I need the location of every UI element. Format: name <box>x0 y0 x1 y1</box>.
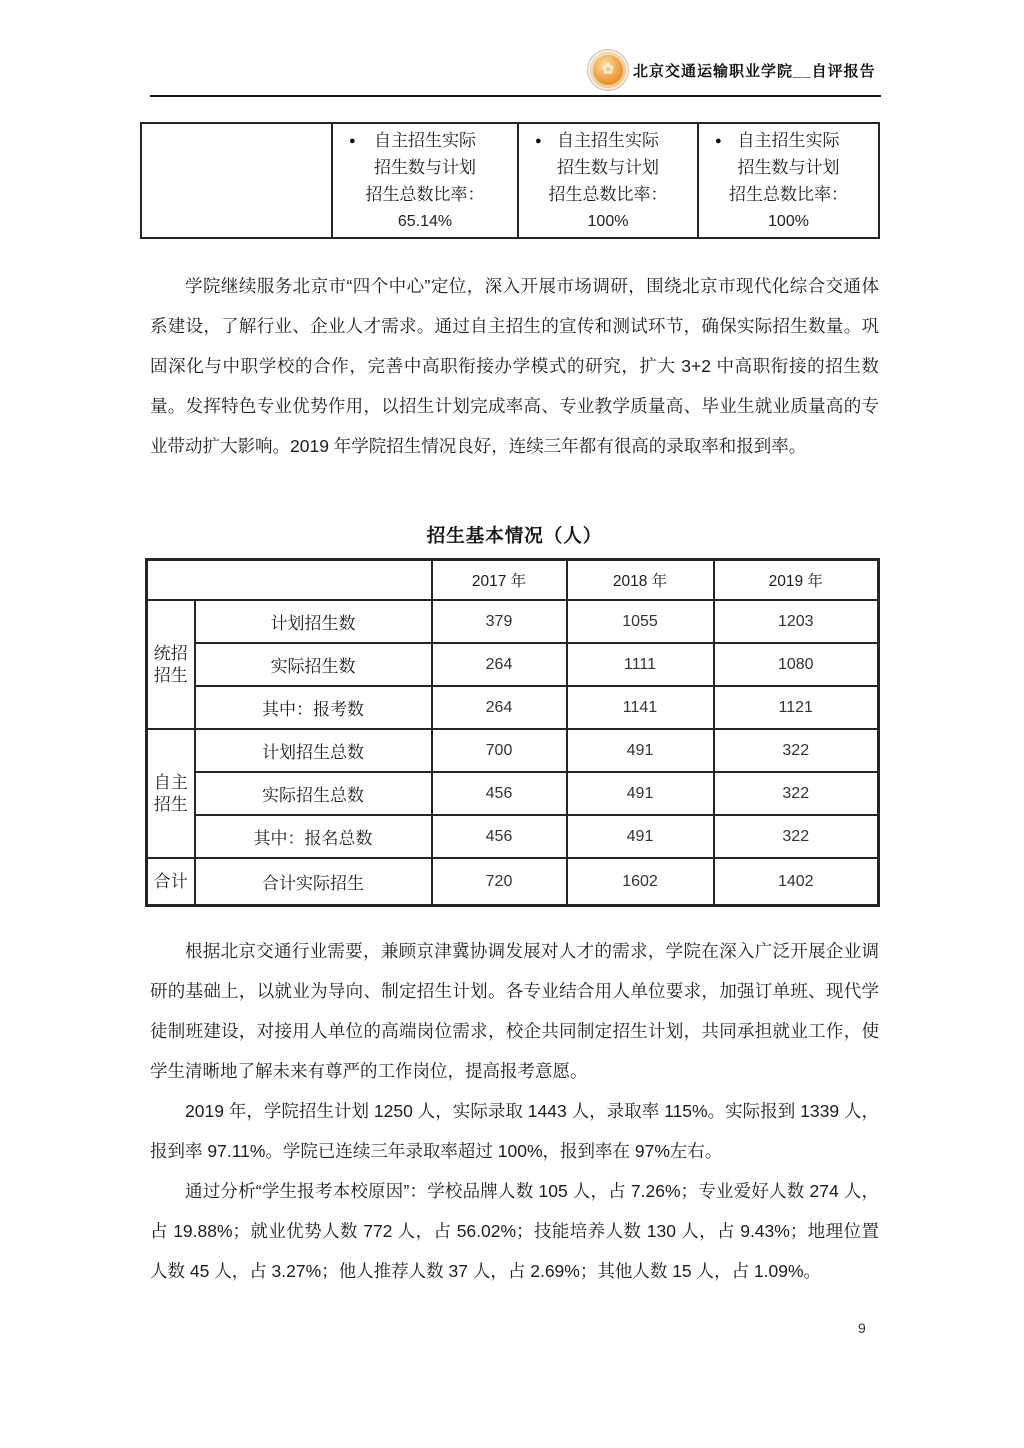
page-number: 9 <box>858 1320 866 1336</box>
value-cell: 322 <box>714 815 879 858</box>
header-title: 北京交通运输职业学院__自评报告 <box>633 62 876 80</box>
ratio-cell-2018 <box>518 123 698 238</box>
value-cell: 1121 <box>714 686 879 729</box>
paragraph: 根据北京交通行业需要，兼顾京津冀协调发展对人才的需求，学院在深入广泛开展企业调研的基础上，以就业为导向、制定招生计划。各专业结合用人单位要求，加强订单班、现代学徒制班建设，对接用人单位的高端岗位需求，校企共同制定招生计划，共同承担就业工作，使学生清晰地了解未来有尊严的工作岗位，提高报考意愿。 <box>150 941 879 1081</box>
value-cell: 322 <box>714 729 879 772</box>
ratio-label-line: 招生总数比率： <box>365 185 485 204</box>
value-cell: 1402 <box>714 858 879 906</box>
ratio-label-line: 招生数与计划 <box>374 158 476 177</box>
table-header-row <box>147 560 879 601</box>
empty-header-cell <box>147 560 432 601</box>
year-header: 2019 年 <box>714 560 879 601</box>
row-label: 其中：报名总数 <box>195 815 432 858</box>
value-cell: 1203 <box>714 600 879 643</box>
value-cell: 1055 <box>567 600 714 643</box>
admission-table-title: 招生基本情况（人） <box>426 525 603 546</box>
table-row <box>147 643 879 686</box>
ratio-value: 65.14% <box>397 213 453 230</box>
page-header <box>590 52 876 88</box>
value-cell: 322 <box>714 772 879 815</box>
value-cell: 720 <box>432 858 567 906</box>
value-cell: 456 <box>432 815 567 858</box>
group-label-heji: 合计 <box>147 858 195 906</box>
table-row <box>147 772 879 815</box>
value-cell: 491 <box>567 772 714 815</box>
year-header: 2017 年 <box>432 560 567 601</box>
row-label: 合计实际招生 <box>195 858 432 906</box>
carryover-ratio-table <box>140 122 880 239</box>
admission-table <box>145 558 880 907</box>
value-cell: 1111 <box>567 643 714 686</box>
paragraph: 学院继续服务北京市“四个中心”定位，深入开展市场调研，围绕北京市现代化综合交通体系建设，了解行业、企业人才需求。通过自主招生的宣传和测试环节，确保实际招生数量。巩固深化与中职学校的合作，完善中高职衔接办学模式的研究，扩大 3+2 中高职衔接的招生数量。发挥特色专业优势作用，以招生计划完成率高、专业教学质量高、毕业生就业质量高的专业带动扩大影响。2019 年学院招生情况良好，连续三年都有很高的录取率和报到率。 <box>150 276 879 456</box>
ratio-label-line: 自主招生实际 <box>374 131 476 150</box>
table-total-row <box>147 858 879 906</box>
row-label: 实际招生数 <box>195 643 432 686</box>
row-label: 计划招生数 <box>195 600 432 643</box>
seal-flower-icon: ✿ <box>601 61 615 79</box>
header-divider <box>150 95 881 97</box>
table-row <box>147 686 879 729</box>
table-row <box>147 600 879 643</box>
body-paragraph-block-2 <box>150 931 879 1291</box>
value-cell: 379 <box>432 600 567 643</box>
bullet-icon: ● <box>535 135 542 147</box>
ratio-cell-2017 <box>332 123 518 238</box>
body-paragraph-block-1 <box>150 266 879 466</box>
empty-cell <box>141 123 332 238</box>
ratio-label-line: 招生总数比率： <box>548 185 668 204</box>
ratio-value: 100% <box>768 213 809 230</box>
bullet-icon: ● <box>715 135 722 147</box>
value-cell: 264 <box>432 643 567 686</box>
group-label-tongzhao: 统招招生 <box>147 600 195 729</box>
group-label-zizhu: 自主招生 <box>147 729 195 858</box>
row-label: 计划招生总数 <box>195 729 432 772</box>
college-seal-icon <box>590 52 626 88</box>
year-header: 2018 年 <box>567 560 714 601</box>
table-row <box>147 815 879 858</box>
ratio-label-line: 招生总数比率： <box>729 185 848 204</box>
ratio-label-line: 招生数与计划 <box>557 158 659 177</box>
value-cell: 1080 <box>714 643 879 686</box>
value-cell: 1602 <box>567 858 714 906</box>
ratio-label-line: 自主招生实际 <box>737 131 840 150</box>
value-cell: 1141 <box>567 686 714 729</box>
table-row <box>141 123 879 238</box>
ratio-value: 100% <box>587 213 629 230</box>
value-cell: 491 <box>567 729 714 772</box>
table-row <box>147 729 879 772</box>
ratio-label-line: 招生数与计划 <box>737 158 840 177</box>
value-cell: 491 <box>567 815 714 858</box>
value-cell: 264 <box>432 686 567 729</box>
ratio-cell-2019 <box>698 123 879 238</box>
bullet-icon: ● <box>349 135 356 147</box>
value-cell: 456 <box>432 772 567 815</box>
paragraph: 2019 年，学院招生计划 1250 人，实际录取 1443 人，录取率 115%。实际报到 1339 人，报到率 97.11%。学院已连续三年录取率超过 100%，报到率在 97%左右。 <box>150 1101 879 1161</box>
ratio-label-line: 自主招生实际 <box>557 131 659 150</box>
row-label: 实际招生总数 <box>195 772 432 815</box>
value-cell: 700 <box>432 729 567 772</box>
row-label: 其中：报考数 <box>195 686 432 729</box>
paragraph: 通过分析“学生报考本校原因”：学校品牌人数 105 人，占 7.26%；专业爱好人数 274 人，占 19.88%；就业优势人数 772 人，占 56.02%；技能培养人数 130 人，占 9.43%；地理位置人数 45 人，占 3.27%；他人推荐人数 37 人，占 2.69%；其他人数 15 人，占 1.09%。 <box>150 1181 879 1281</box>
